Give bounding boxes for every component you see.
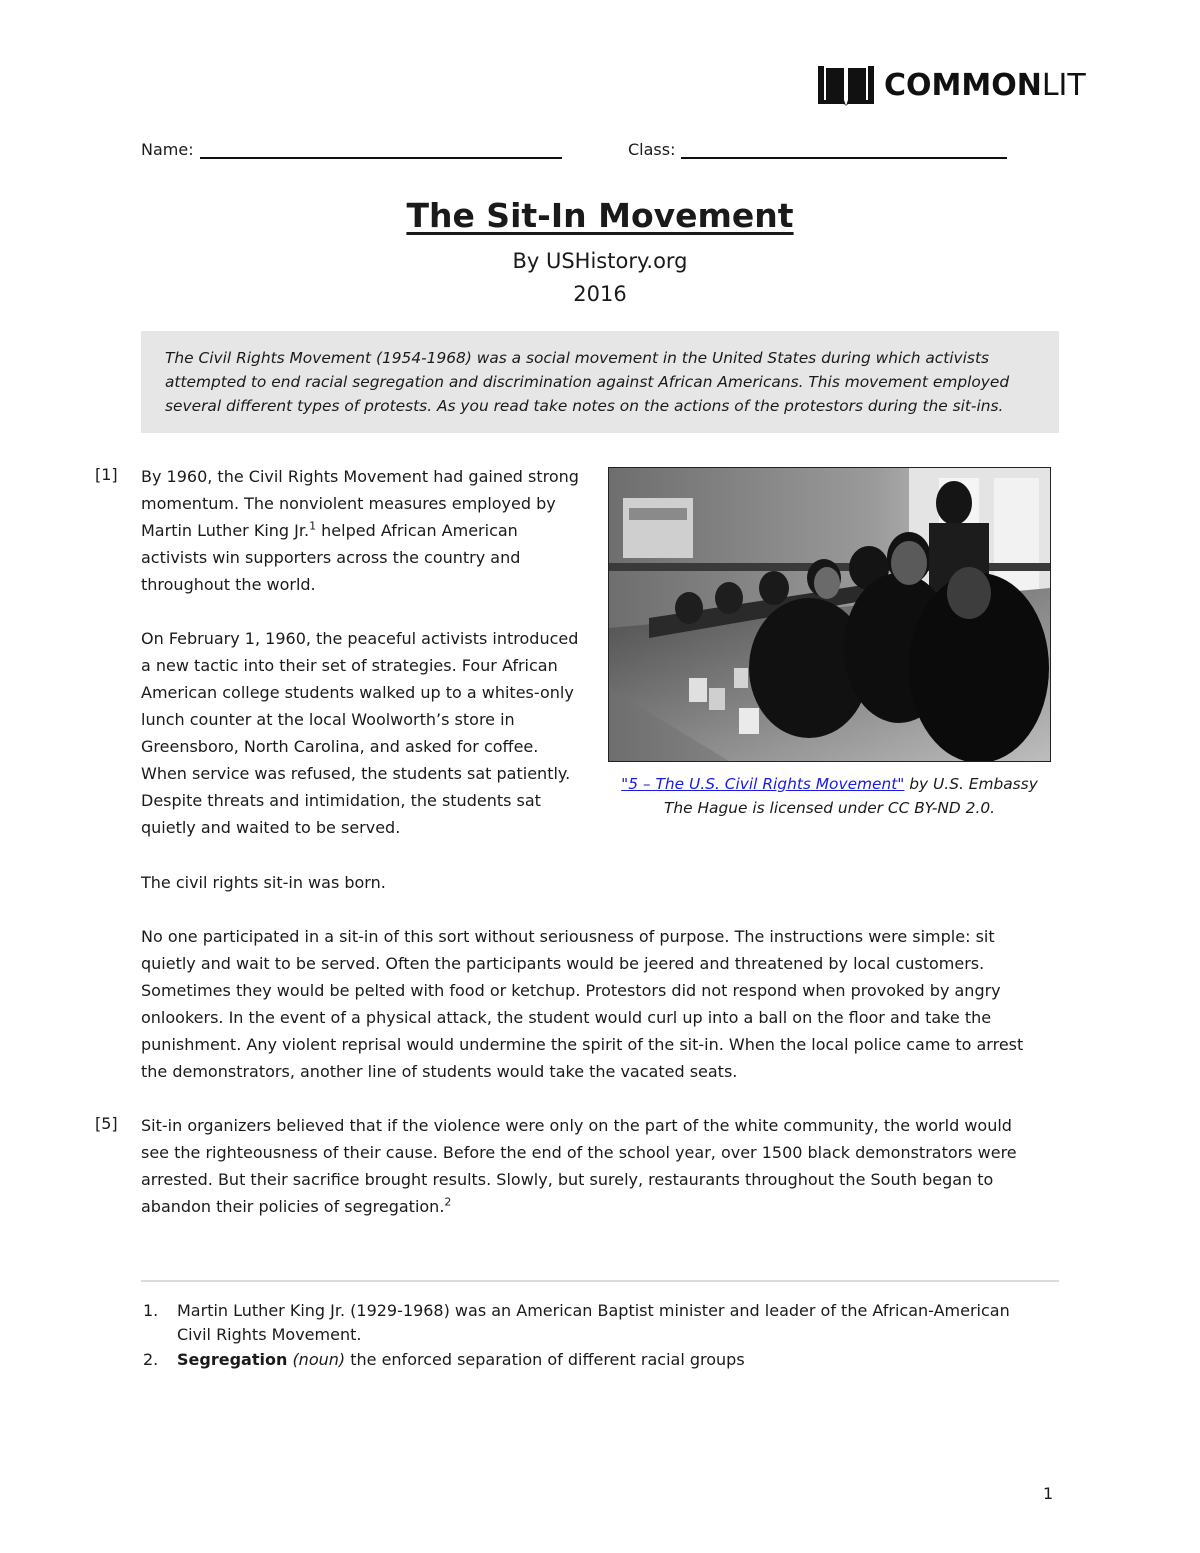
p2-line: lunch counter at the local Woolworth’s store in — [141, 710, 515, 729]
commonlit-logo — [818, 66, 1086, 106]
p4-line: the demonstrators, another line of students would take the vacated seats. — [141, 1062, 738, 1081]
footnote-2 — [141, 1348, 1041, 1372]
p5-line: see the righteousness of their cause. Before the end of the school year, over 1500 black demonstrators were — [141, 1143, 1017, 1162]
p5-line: abandon their policies of segregation.$^2$ — [141, 1195, 452, 1216]
intro-box — [141, 331, 1059, 433]
p1-line: throughout the world. — [141, 575, 316, 594]
footnote-number: 2. — [143, 1350, 159, 1369]
footnote-ref-1[interactable]: 1 — [309, 519, 317, 533]
p4-line: Sometimes they would be pelted with food or ketchup. Protestors did not respond when provoked by angry — [141, 981, 1001, 1000]
p2-line: Greensboro, North Carolina, and asked for coffee. — [141, 737, 539, 756]
sit-in-photo — [608, 467, 1051, 762]
p4-line: onlookers. In the event of a physical attack, the student would curl up into a ball on the floor and take the — [141, 1008, 992, 1027]
class-field[interactable] — [628, 140, 1007, 159]
paragraph-1 — [141, 463, 601, 598]
footnote-divider — [141, 1280, 1059, 1282]
footnote-1 — [141, 1299, 1041, 1347]
page-title: The Sit-In Movement — [406, 196, 794, 235]
class-input-line[interactable] — [681, 141, 1007, 159]
paragraph-4 — [141, 923, 1059, 1085]
name-field[interactable] — [141, 140, 562, 159]
p1-line: Martin Luther King Jr.$^1$ helped African American — [141, 519, 518, 540]
photo-caption — [608, 772, 1051, 820]
p2-line: When service was refused, the students sat patiently. — [141, 764, 571, 783]
vocab-term: Segregation — [177, 1350, 288, 1369]
footnote-number: 1. — [143, 1301, 159, 1320]
footnote-text — [177, 1348, 1047, 1372]
p5-line: Sit-in organizers believed that if the violence were only on the part of the white community, the world would — [141, 1116, 1012, 1135]
lunch-counter-photo-illustration — [609, 468, 1050, 761]
intro-text: The Civil Rights Movement (1954-1968) was a social movement in the United States during which activists attempted to end racial segregation and discrimination against African Americans. This movement employed several different types of protests. As you read take notes on the actions of the protestors during the sit-ins. — [165, 349, 1010, 415]
p1-line: activists win supporters across the country and — [141, 548, 521, 567]
p1-line: By 1960, the Civil Rights Movement had gained strong — [141, 467, 579, 486]
paragraph-2 — [141, 625, 601, 841]
class-label: Class: — [628, 140, 676, 159]
p2-line: quietly and waited to be served. — [141, 818, 401, 837]
footnote-ref-2[interactable]: 2 — [444, 1195, 452, 1209]
part-of-speech: (noun) — [292, 1350, 346, 1369]
caption-line-2: The Hague is licensed under CC BY-ND 2.0. — [663, 799, 996, 817]
p5-line: arrested. But their sacrifice brought results. Slowly, but surely, restaurants throughout the South began to — [141, 1170, 994, 1189]
publication-year: 2016 — [573, 282, 627, 306]
name-input-line[interactable] — [200, 141, 562, 159]
author-line: By USHistory.org — [512, 249, 688, 273]
book-icon — [818, 66, 874, 106]
p4-line: No one participated in a sit-in of this sort without seriousness of purpose. The instructions were simple: sit — [141, 927, 995, 946]
paragraph-3: The civil rights sit-in was born. — [141, 873, 386, 892]
name-label: Name: — [141, 140, 194, 159]
brand-wordmark: COMMONLIT — [884, 68, 1086, 103]
paragraph-marker-5: [5] — [95, 1114, 118, 1133]
page-number: 1 — [1043, 1484, 1054, 1503]
caption-line-1: "5 – The U.S. Civil Rights Movement" by U.S. Embassy — [621, 775, 1038, 793]
footnote-text: Martin Luther King Jr. (1929-1968) was an American Baptist minister and leader of the African-American Civil Rights Movement. — [177, 1301, 1010, 1344]
vocab-definition: the enforced separation of different racial groups — [345, 1350, 745, 1369]
paragraph-5 — [141, 1112, 1059, 1220]
p2-line: Despite threats and intimidation, the students sat — [141, 791, 541, 810]
paragraph-marker-1: [1] — [95, 465, 118, 484]
p2-line: On February 1, 1960, the peaceful activists introduced — [141, 629, 579, 648]
p1-line: momentum. The nonviolent measures employed by — [141, 494, 556, 513]
p2-line: a new tactic into their set of strategies. Four African — [141, 656, 558, 675]
photo-source-link[interactable]: "5 – The U.S. Civil Rights Movement" — [621, 775, 905, 793]
p2-line: American college students walked up to a whites-only — [141, 683, 574, 702]
p4-line: punishment. Any violent reprisal would undermine the spirit of the sit-in. When the local police came to arrest — [141, 1035, 1024, 1054]
p4-line: quietly and wait to be served. Often the participants would be jeered and threatened by local customers. — [141, 954, 985, 973]
